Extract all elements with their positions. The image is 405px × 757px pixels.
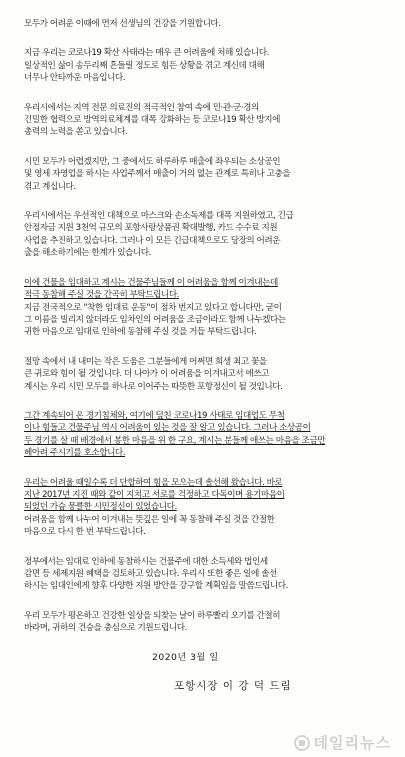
letter-signature: 포항시장 이 강 덕 드림 xyxy=(174,680,292,693)
watermark xyxy=(294,732,391,753)
letter-line: 바라며, 귀하의 건승을 충심으로 기원드립니다. xyxy=(24,623,187,634)
letter-line: 정부에서는 임대료 인하에 동참하시는 건물주에 대한 소득세와 법인세 xyxy=(24,556,268,567)
letter-line: 지난 2017년 지진 때와 같이 지치고 서로를 걱정하고 다독이며 용기마음이 xyxy=(24,489,285,500)
letter-line: 출을 해소하기에는 한계가 있습니다. xyxy=(24,248,151,259)
letter-paragraph xyxy=(24,47,383,84)
letter-line: 우리는 어려울 때일수록 더 단합하여 힘을 모으는데 솔선해 왔습니다. 바로 xyxy=(24,477,283,488)
watermark-text: 데일리뉴스 xyxy=(313,734,391,752)
letter-paragraph xyxy=(24,210,383,260)
letter-paragraph xyxy=(24,156,383,193)
letter-line: 우리 모두가 평온하고 건강한 일상을 되찾는 날이 하루빨리 오기를 간절히 xyxy=(24,610,281,621)
letter-line: 그간 계속되어 온 경기침체와, 여기에 덮친 코로나19 사태로 임대업도 무척 xyxy=(24,410,285,421)
letter-paragraph xyxy=(24,18,383,30)
letter-line: 및 영세 자영업을 하시는 사업주께서 매출이 거의 없는 관계로 특히나 고충을 xyxy=(24,169,291,180)
letter-line: 절망 속에서 내 내미는 작은 도움은 그분들에게 어쩌면 희생 최고 꽃을 xyxy=(24,356,267,367)
letter-line: 이에 건물을 임대하고 계시는 건물주님들께 이 어려움을 함께 이겨내는데 xyxy=(24,277,278,288)
letter-paragraph xyxy=(24,610,383,635)
letter-line: 일상적인 삶이 송두리째 흔들릴 정도로 힘든 상황을 겪고 계신데 대해 xyxy=(24,60,265,71)
letter-line: 총력의 노력을 쏟고 있습니다. xyxy=(24,127,128,138)
letter-line: 지금 전국적으로 "착한 임대료 운동"이 점차 번지고 있다고 합니다만, 굳이 xyxy=(24,302,282,313)
letter-line: 귀한 마음으로 임대료 인하에 동참해 주실 것을 거듭 부탁드립니다. xyxy=(24,327,257,338)
letter-line: 마음으로 다시 한 번 부탁드립니다. xyxy=(24,527,146,538)
letter-line: 우리시에서는 지역 전문 의료진의 적극적인 참여 속에 민·관·군·경의 xyxy=(24,102,259,113)
letter-line: 이나 힘들고 건물주님 역시 어려움이 있는 것을 잘 알고 있습니다. 그러나 소상공이 xyxy=(24,423,311,434)
letter-line: 감면 등 세제지원 혜택을 검토하고 있습니다. 우리시 또한 좋은 일에 솔선 xyxy=(24,569,277,579)
letter-line: 하시는 임대인에게 향후 다양한 지원 방안을 강구할 계획임을 말씀드립니다. xyxy=(24,581,288,592)
letter-line: 사업을 추진하고 있습니다. 그러나 이 모든 긴급대책으로도 당장의 어려운 xyxy=(24,235,281,246)
letter-line: 되었던 가슴 뭉클한 시민정신이 있었습니다. xyxy=(24,502,177,513)
letter-paragraph xyxy=(24,102,383,139)
letter-paragraph xyxy=(24,410,383,460)
letter-body xyxy=(24,18,383,635)
letter-line: 시민 모두가 어렵겠지만, 그 중에서도 하루하루 매출에 좌우되는 소상공인 xyxy=(24,156,281,167)
letter-line: 적극 동참해 주실 것을 간곡히 부탁드립니다. xyxy=(24,290,180,301)
letter-line: 지금 우리는 코로나19 확산 사태라는 매우 큰 어려움에 처해 있습니다. xyxy=(24,48,269,59)
letter-line: 두 경기를 살 때 배경에서 봉한 마음을 위 한 구요, 계시는 분들께 애쓰는 마음을 조금만 xyxy=(24,435,326,446)
newspaper-logo-icon xyxy=(294,735,310,751)
letter-date: 2020년 3월 일 xyxy=(152,651,219,663)
letter-paragraph xyxy=(24,356,383,393)
letter-line: 큰 귀로와 힘이 될 것입니다. 더 나아가 이 어려움을 이겨내고서 애쓰고 xyxy=(24,369,269,380)
letter-line: 모두가 어려운 이때에 먼저 선생님의 건강을 기원합니다. xyxy=(24,19,221,29)
letter-line: 헤아려 주시기를 호소합니다. xyxy=(24,448,126,459)
letter-line: 안정자금 지원 3천억 규모의 포항사랑상품권 확대발행, 카드 수수료 지원 xyxy=(24,223,278,234)
letter-line: 너무나 안타까운 마음입니다. xyxy=(24,73,126,84)
letter-paragraph xyxy=(24,556,383,593)
letter-line: 계시는 우리 시민 모두를 하나로 이어주는 따뜻한 포항정신이 될 것입니다. xyxy=(24,381,283,392)
letter-line: 어려움을 함께 나누어 이겨내는 뜻깊은 일에 꼭 동참해 주실 것을 간절한 xyxy=(24,514,275,525)
letter-paragraph xyxy=(24,277,383,339)
letter-line: 그 이름을 빌리지 않더라도 임차인의 어려움을 조금이라도 함께 나누겠다는 xyxy=(24,314,286,325)
letter-paragraph xyxy=(24,477,383,539)
letter-line: 긴밀한 협력으로 방역의료체계를 대폭 강화하는 등 코로나19 확산 방지에 xyxy=(24,115,280,126)
letter-line: 겪고 계십니다. xyxy=(24,181,76,192)
letter-line: 우리시에서는 우선적인 대책으로 마스크와 손소독제를 대폭 지원하였고, 긴급 xyxy=(24,211,294,222)
